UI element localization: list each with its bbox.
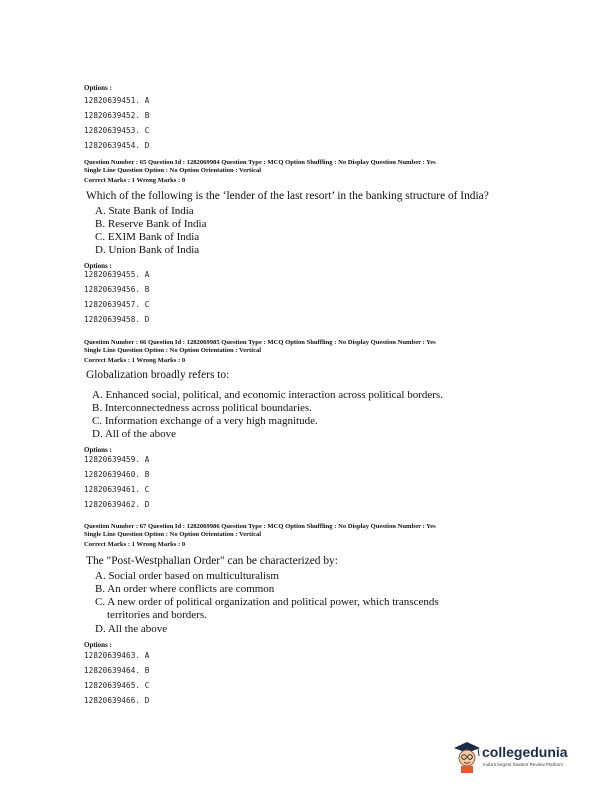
logo-wordmark: collegedunia	[482, 744, 568, 760]
question-meta: Question Number : 66 Question Id : 1282069985 Question Type : MCQ Option Shuffling : No Display Question Number : Yes	[84, 339, 436, 346]
answer-choice: A. Enhanced social, political, and economic interaction across political borders.	[92, 389, 443, 401]
answer-choice: C. A new order of political organization and political power, which transcends	[95, 596, 439, 608]
question-marks: Correct Marks : 1 Wrong Marks : 0	[84, 357, 186, 364]
option-id: 12820639454. D	[84, 141, 150, 150]
question-text: Globalization broadly refers to:	[86, 369, 230, 381]
option-id: 12820639457. C	[84, 300, 150, 309]
option-id: 12820639456. B	[84, 285, 150, 294]
question-meta: Single Line Question Option : No Option Orientation : Vertical	[84, 167, 262, 174]
question-text: Which of the following is the ‘lender of the last resort’ in the banking structure of India?	[86, 190, 489, 202]
question-meta: Question Number : 65 Question Id : 1282069984 Question Type : MCQ Option Shuffling : No Display Question Number : Yes	[84, 159, 436, 166]
option-id: 12820639451. A	[84, 96, 150, 105]
logo-tagline: India's largest Student Review Platform	[483, 762, 564, 767]
option-id: 12820639452. B	[84, 111, 150, 120]
option-id: 12820639465. C	[84, 681, 150, 690]
options-label: Options :	[84, 262, 112, 270]
answer-choice: A. Social order based on multiculturalism	[95, 570, 279, 582]
options-label: Options :	[84, 446, 112, 454]
answer-choice-continuation: territories and borders.	[107, 609, 207, 621]
question-text: The "Post-Westphalian Order" can be characterized by:	[86, 555, 338, 567]
answer-choice: B. Interconnectedness across political boundaries.	[92, 402, 312, 414]
options-label: Options :	[84, 84, 112, 92]
question-meta: Single Line Question Option : No Option Orientation : Vertical	[84, 531, 262, 538]
answer-choice: D. All the above	[95, 623, 168, 635]
options-label: Options :	[84, 641, 112, 649]
option-id: 12820639459. A	[84, 455, 150, 464]
question-meta: Single Line Question Option : No Option Orientation : Vertical	[84, 347, 262, 354]
option-id: 12820639461. C	[84, 485, 150, 494]
answer-choice: C. EXIM Bank of India	[95, 231, 200, 243]
option-id: 12820639460. B	[84, 470, 150, 479]
answer-choice: B. Reserve Bank of India	[95, 218, 207, 230]
question-marks: Correct Marks : 1 Wrong Marks : 0	[84, 177, 186, 184]
answer-choice: D. Union Bank of India	[95, 244, 200, 256]
option-id: 12820639463. A	[84, 651, 150, 660]
option-id: 12820639462. D	[84, 500, 150, 509]
answer-choice: C. Information exchange of a very high magnitude.	[92, 415, 318, 427]
option-id: 12820639464. B	[84, 666, 150, 675]
question-meta: Question Number : 67 Question Id : 1282069986 Question Type : MCQ Option Shuffling : No Display Question Number : Yes	[84, 523, 436, 530]
option-id: 12820639453. C	[84, 126, 150, 135]
option-id: 12820639458. D	[84, 315, 150, 324]
answer-choice: A. State Bank of India	[95, 205, 194, 217]
answer-choice: B. An order where conflicts are common	[95, 583, 275, 595]
question-marks: Correct Marks : 1 Wrong Marks : 0	[84, 541, 186, 548]
option-id: 12820639455. A	[84, 270, 150, 279]
option-id: 12820639466. D	[84, 696, 150, 705]
student-mascot-icon	[452, 739, 482, 773]
answer-choice: D. All of the above	[92, 428, 177, 440]
